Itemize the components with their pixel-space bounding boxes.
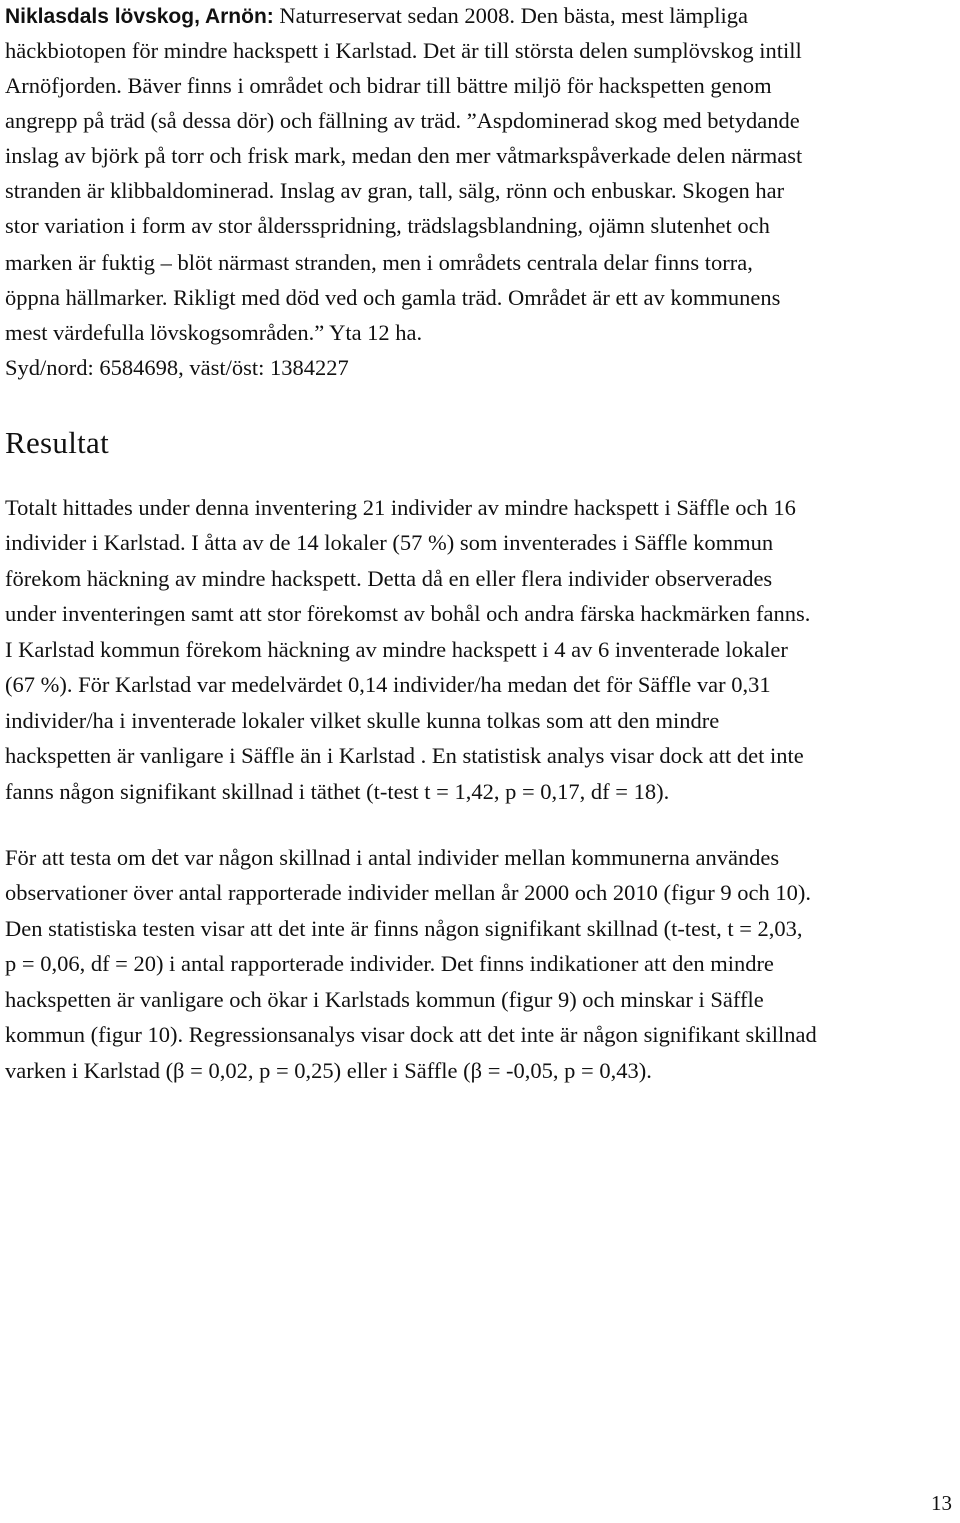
results-line: Den statistiska testen visar att det inte är finns någon signifikant skillnad (t-test, t = 2,03,	[5, 916, 803, 941]
results-line: hackspetten är vanligare i Säffle än i Karlstad . En statistisk analys visar dock att det inte	[5, 743, 804, 768]
site-name: Niklasdals lövskog, Arnön:	[5, 5, 274, 28]
site-line: marken är fuktig – blöt närmast stranden, men i områdets centrala delar finns torra,	[5, 250, 753, 275]
results-line: Totalt hittades under denna inventering 21 individer av mindre hackspett i Säffle och 16	[5, 495, 796, 520]
site-line	[5, 5, 748, 28]
page-number: 13	[931, 1491, 952, 1515]
site-line: inslag av björk på torr och frisk mark, medan den mer våtmarkspåverkade delen närmast	[5, 143, 803, 168]
results-line: varken i Karlstad (β = 0,02, p = 0,25) eller i Säffle (β = -0,05, p = 0,43).	[5, 1058, 652, 1083]
results-line: individer/ha i inventerade lokaler vilket skulle kunna tolkas som att den mindre	[5, 708, 720, 733]
site-line: angrepp på träd (så dessa dör) och fällning av träd. ”Aspdominerad skog med betydande	[5, 108, 800, 133]
site-line: stranden är klibbaldominerad. Inslag av gran, tall, sälg, rönn och enbuskar. Skogen har	[5, 178, 785, 203]
results-line: p = 0,06, df = 20) i antal rapporterade individer. Det finns indikationer att den mindre	[5, 951, 774, 976]
site-line-text: Naturreservat sedan 2008. Den bästa, mest lämpliga	[273, 3, 749, 28]
results-line: kommun (figur 10). Regressionsanalys visar dock att det inte är någon signifikant skillnad	[5, 1022, 817, 1047]
results-line: förekom häckning av mindre hackspett. Detta då en eller flera individer observerades	[5, 566, 773, 591]
results-line: fanns någon signifikant skillnad i täthet (t-test t = 1,42, p = 0,17, df = 18).	[5, 779, 670, 804]
site-line: Arnöfjorden. Bäver finns i området och bidrar till bättre miljö för hackspetten genom	[5, 73, 772, 98]
results-line: individer i Karlstad. I åtta av de 14 lokaler (57 %) som inventerades i Säffle kommun	[5, 530, 774, 555]
results-line: (67 %). För Karlstad var medelvärdet 0,14 individer/ha medan det för Säffle var 0,31	[5, 672, 771, 697]
results-line: hackspetten är vanligare och ökar i Karlstads kommun (figur 9) och minskar i Säffle	[5, 987, 764, 1012]
site-line: öppna hällmarker. Rikligt med död ved och gamla träd. Området är ett av kommunens	[5, 285, 781, 310]
section-heading: Resultat	[5, 425, 109, 460]
results-line: observationer över antal rapporterade individer mellan år 2000 och 2010 (figur 9 och 10).	[5, 880, 811, 905]
site-line: häckbiotopen för mindre hackspett i Karlstad. Det är till största delen sumplövskog intill	[5, 38, 802, 63]
results-line: För att testa om det var någon skillnad i antal individer mellan kommunerna användes	[5, 845, 780, 870]
site-line: stor variation i form av stor åldersspridning, trädslagsblandning, ojämn slutenhet och	[5, 213, 770, 238]
coordinates: Syd/nord: 6584698, väst/öst: 1384227	[5, 355, 349, 380]
results-line: under inventeringen samt att stor förekomst av bohål och andra färska hackmärken fanns.	[5, 601, 811, 626]
results-line: I Karlstad kommun förekom häckning av mindre hackspett i 4 av 6 inventerade lokaler	[5, 637, 788, 662]
site-line: mest värdefulla lövskogsområden.” Yta 12 ha.	[5, 320, 423, 345]
